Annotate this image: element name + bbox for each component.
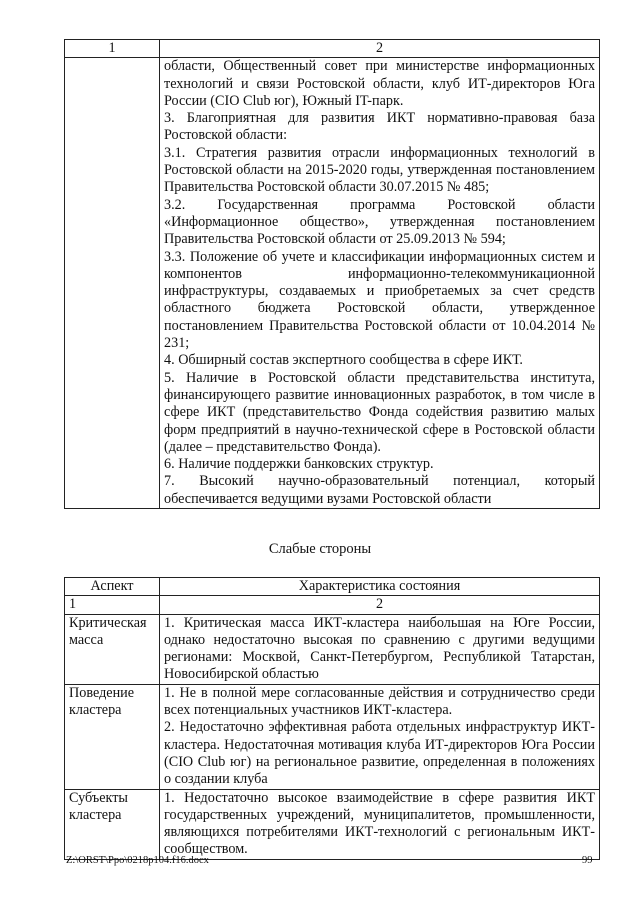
weaknesses-heading: Слабые стороны bbox=[268, 541, 372, 557]
characteristic-cell bbox=[160, 684, 600, 789]
paragraph: 3. Благоприятная для развития ИКТ нормативно-правовая база Ростовской области: bbox=[164, 110, 595, 144]
strengths-text-cell bbox=[160, 58, 600, 509]
footer-file-path: Z:\ORST\Ppo\0218p104.f16.docx bbox=[66, 855, 209, 866]
weaknesses-table bbox=[64, 577, 600, 860]
page-number: 99 bbox=[582, 855, 593, 866]
aspect-cell: Поведение кластера bbox=[65, 684, 160, 789]
table-row bbox=[65, 789, 600, 859]
continuation-table bbox=[64, 39, 600, 509]
paragraph: 2. Недостаточно эффективная работа отдельных инфраструктур ИКТ-кластера. Недостаточная мотивация клуба ИТ-директоров Юга России (CIO Club юг) на региональное развитие, определенная в положениях о создании клуба bbox=[164, 719, 595, 788]
table-row bbox=[65, 684, 600, 789]
aspect-column-header: Аспект bbox=[65, 578, 160, 596]
paragraph: 1. Недостаточно высокое взаимодействие в сфере развития ИКТ государственных учреждений, муниципалитетов, промышленности, являющихся потребителями ИКТ-технологий с региональным ИКТ-сообществом. bbox=[164, 789, 595, 858]
table-row bbox=[65, 58, 600, 509]
column-number-1: 1 bbox=[65, 596, 160, 614]
table-row bbox=[65, 614, 600, 684]
aspect-cell: Субъекты кластера bbox=[65, 789, 160, 859]
column-number-row bbox=[65, 596, 600, 614]
empty-aspect-cell bbox=[65, 58, 160, 509]
paragraph: 3.1. Стратегия развития отрасли информационных технологий в Ростовской области на 2015-2020 годы, утвержденная постановлением Правительства Ростовской области 30.07.2015 № 485; bbox=[164, 144, 595, 196]
paragraph: 7. Высокий научно-образовательный потенциал, который обеспечивается ведущими вузами Ростовской области bbox=[164, 473, 595, 507]
paragraph: 1. Не в полной мере согласованные действия и сотрудничество среди всех потенциальных участников ИКТ-кластера. bbox=[164, 684, 595, 719]
table-header-row bbox=[65, 40, 600, 58]
paragraph: 4. Обширный состав экспертного сообщества в сфере ИКТ. bbox=[164, 352, 523, 369]
characteristic-cell bbox=[160, 789, 600, 859]
column-number-2: 2 bbox=[160, 40, 600, 58]
paragraph: 5. Наличие в Ростовской области представительства института, финансирующего развитие инновационных разработок, в том числе в сфере ИКТ (представительство Фонда содействия развитию малых форм предприятий в научно-технической сфере в Ростовской области (далее – представительство Фонда). bbox=[164, 369, 595, 455]
table-header-row bbox=[65, 578, 600, 596]
paragraph: 3.3. Положение об учете и классификации информационных систем и компонентов информационно-телекоммуникационной инфраструктуры, создаваемых и приобретаемых за счет средств областного бюджета Ростовской области, утвержденное постановлением Правительства Ростовской области от 10.04.2014 № 231; bbox=[164, 248, 595, 352]
characteristic-column-header: Характеристика состояния bbox=[160, 578, 600, 596]
paragraph: 3.2. Государственная программа Ростовской области «Информационное общество», утвержденная постановлением Правительства Ростовской области от 25.09.2013 № 594; bbox=[164, 196, 595, 248]
column-number-1: 1 bbox=[65, 40, 160, 58]
column-number-2: 2 bbox=[160, 596, 600, 614]
paragraph: 6. Наличие поддержки банковских структур. bbox=[164, 456, 434, 473]
characteristic-cell bbox=[160, 614, 600, 684]
aspect-cell: Критическая масса bbox=[65, 614, 160, 684]
paragraph: 1. Критическая масса ИКТ-кластера наибольшая на Юге России, однако недостаточно высокая по сравнению с другими ведущими регионами: Москвой, Санкт-Петербургом, Республикой Татарстан, Новосибирской областью bbox=[164, 614, 595, 683]
paragraph: области, Общественный совет при министерстве информационных технологий и связи Ростовской области, клуб ИТ-директоров Юга России (CIO Club юг), Южный IT-парк. bbox=[164, 58, 595, 109]
